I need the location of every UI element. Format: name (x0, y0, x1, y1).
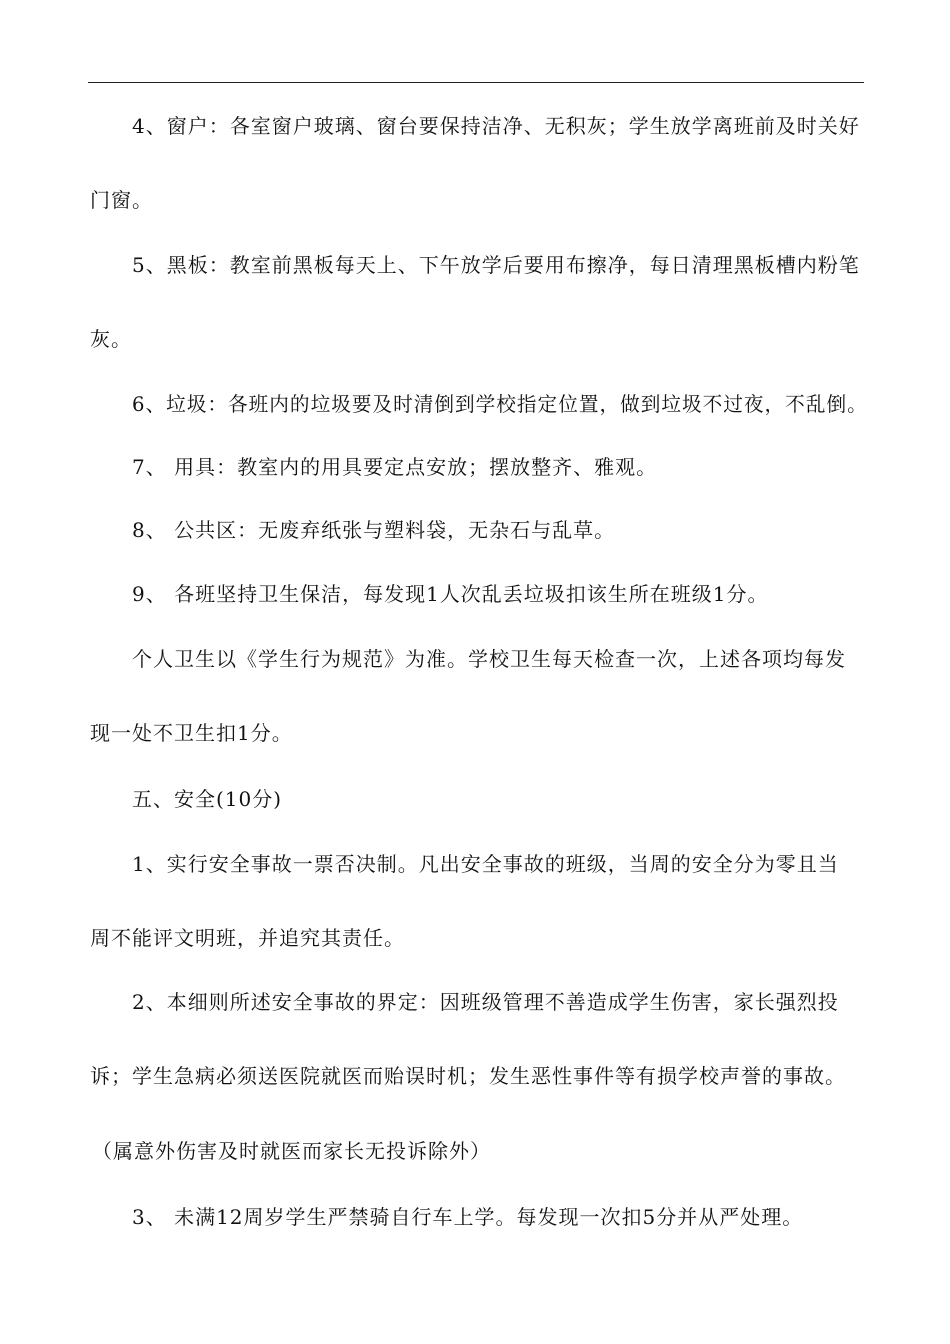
paragraph-line: 诉；学生急病必须送医院就医而贻误时机；发生恶性事件等有损学校声誉的事故。 (90, 1064, 846, 1088)
paragraph-line: （属意外伤害及时就医而家长无投诉除外） (92, 1139, 491, 1163)
paragraph-line: 灰。 (90, 327, 132, 351)
header-rule (88, 82, 864, 83)
paragraph-line: 1、实行安全事故一票否决制。凡出安全事故的班级，当周的安全分为零且当 (132, 852, 839, 876)
paragraph-line: 8、 公共区：无废弃纸张与塑料袋，无杂石与乱草。 (132, 518, 616, 542)
paragraph-line: 4、窗户：各室窗户玻璃、窗台要保持洁净、无积灰；学生放学离班前及时关好 (132, 114, 860, 138)
paragraph-line: 周不能评文明班，并追究其责任。 (90, 926, 405, 950)
section-heading: 五、安全(10分) (132, 787, 283, 811)
paragraph-line: 现一处不卫生扣1分。 (90, 721, 293, 745)
paragraph-line: 9、 各班坚持卫生保洁，每发现1人次乱丢垃圾扣该生所在班级1分。 (132, 582, 769, 606)
paragraph-line: 2、本细则所述安全事故的界定：因班级管理不善造成学生伤害，家长强烈投 (132, 990, 839, 1014)
paragraph-line: 3、 未满12周岁学生严禁骑自行车上学。每发现一次扣5分并从严处理。 (132, 1205, 804, 1229)
paragraph-line: 门窗。 (90, 188, 153, 212)
paragraph-line: 个人卫生以《学生行为规范》为准。学校卫生每天检查一次，上述各项均每发 (132, 647, 846, 671)
paragraph-line: 6、垃圾：各班内的垃圾要及时清倒到学校指定位置，做到垃圾不过夜，不乱倒。 (132, 392, 868, 416)
paragraph-line: 7、 用具：教室内的用具要定点安放；摆放整齐、雅观。 (132, 455, 658, 479)
paragraph-line: 5、黑板：教室前黑板每天上、下午放学后要用布擦净，每日清理黑板槽内粉笔 (132, 253, 860, 277)
